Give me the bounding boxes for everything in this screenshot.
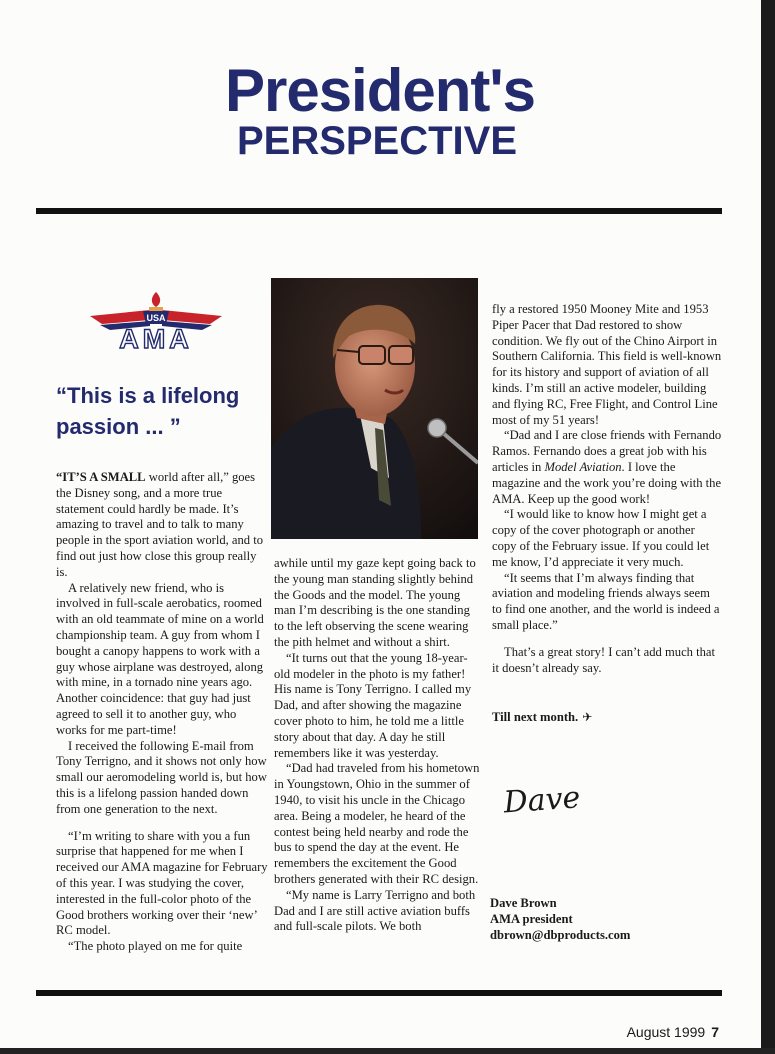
bottom-rule: [36, 990, 722, 996]
magazine-title: Model Aviation: [544, 459, 622, 474]
issue-date: August 1999: [626, 1024, 706, 1040]
signature: [500, 766, 590, 828]
page-title: President's: [224, 57, 536, 124]
article-paragraph: “IT’S A SMALL world after all,” goes the Disney song, and a more true statement could hardly be made. It’s amazing to travel and to talk to many people in the sport aviation world, and to find out just how close this group really is.: [56, 470, 264, 579]
article-column-1: [56, 470, 268, 955]
page-edge: [761, 0, 775, 1054]
article-column-2: [274, 556, 480, 935]
article-paragraph: “I’m writing to share with you a fun surprise that happened for me when I received our AMA magazine for February of this year. I was studying the cover, interested in the full-color photo of the Good brothers working over their ‘new’ RC model.: [56, 828, 268, 938]
article-paragraph: “I would like to know how I might get a copy of the cover photograph or another copy of the February issue. If you could let me know, I’d appreciate it very much.: [492, 507, 710, 569]
pull-quote: “This is a lifelong passion ... ”: [56, 383, 240, 439]
ama-logo: [88, 290, 224, 352]
top-rule: [36, 208, 722, 214]
page-edge-bottom: [0, 1048, 775, 1054]
speaker-photo: [271, 278, 478, 539]
airplane-icon: ✈: [582, 710, 593, 724]
article-paragraph: “It turns out that the young 18-year-old modeler in the photo is my father! His name is Tony Terrigno. I called my Dad, and after showing the magazine cover photo to him, he told me a little story about that day. A day he still remembers like it was yesterday.: [274, 650, 472, 760]
article-column-3: [492, 302, 722, 676]
byline: [490, 895, 630, 943]
article-paragraph: “My name is Larry Terrigno and both Dad and I are still active aviation buffs and full-scale pilots. We both: [274, 887, 476, 934]
page-subtitle: PERSPECTIVE: [236, 119, 518, 163]
page-number: 7: [711, 1024, 719, 1040]
logo-ama-text: AMA: [119, 324, 193, 352]
article-paragraph: A relatively new friend, who is involved in full-scale aerobatics, roomed with an old teammate of mine on a world championship team. A guy from whom I bought a canopy happens to work with a guy whose airplane was destroyed, along with mine, in a tornado nine years ago. Another coincidence: that guy had just agreed to sell it to another guy, who works for me part-time!: [56, 580, 264, 737]
drop-lead: “IT’S A SMALL: [56, 470, 146, 484]
article-paragraph: “It seems that I’m always finding that aviation and modeling friends always seem to find one another, and the world is indeed a small place.”: [492, 570, 720, 632]
article-paragraph: I received the following E-mail from Tony Terrigno, and it shows not only how small our aeromodeling world is, but how this is a lifelong passion handed down from one generation to the next.: [56, 738, 267, 816]
article-paragraph: fly a restored 1950 Mooney Mite and 1953 Piper Pacer that Dad restored to show condition. We fly out of the Chino Airport in Southern California. This field is well-known for its history and support of aviation of all kinds. I’m still an active modeler, building and flying RC, Free Flight, and Control Line most of my 51 years!: [492, 302, 722, 427]
article-paragraph: That’s a great story! I can’t add much that it doesn’t already say.: [492, 644, 715, 675]
article-paragraph: awhile until my gaze kept going back to the young man standing slightly behind the Goods and the model. The young man I’m describing is the one standing to the left observing the scene wearing the pith helmet and without a shirt.: [274, 556, 476, 649]
article-paragraph: “Dad and I are close friends with Fernando Ramos. Fernando does a great job with his articles in Model Aviation. I love the magazine and the work you’re doing with the AMA. Keep up the good work!: [492, 428, 722, 506]
author-title: AMA president: [490, 912, 573, 926]
page-folio: [627, 1024, 719, 1040]
article-paragraph: “The photo played on me for quite: [68, 939, 243, 954]
signature-text: Dave: [502, 780, 582, 821]
author-name: Dave Brown: [490, 896, 557, 910]
article-paragraph: “Dad had traveled from his hometown in Youngstown, Ohio in the summer of 1940, to visit his uncle in the Chicago area. Being a modeler, he heard of the contest being held nearby and rode the bus to spend the day at the event. He remembers the excitement the Good brothers generated with their RC design.: [274, 761, 480, 886]
logo-badge-text: USA: [146, 313, 166, 323]
sign-off: Till next month. ✈: [492, 710, 593, 724]
author-email[interactable]: dbrown@dbproducts.com: [490, 928, 631, 942]
